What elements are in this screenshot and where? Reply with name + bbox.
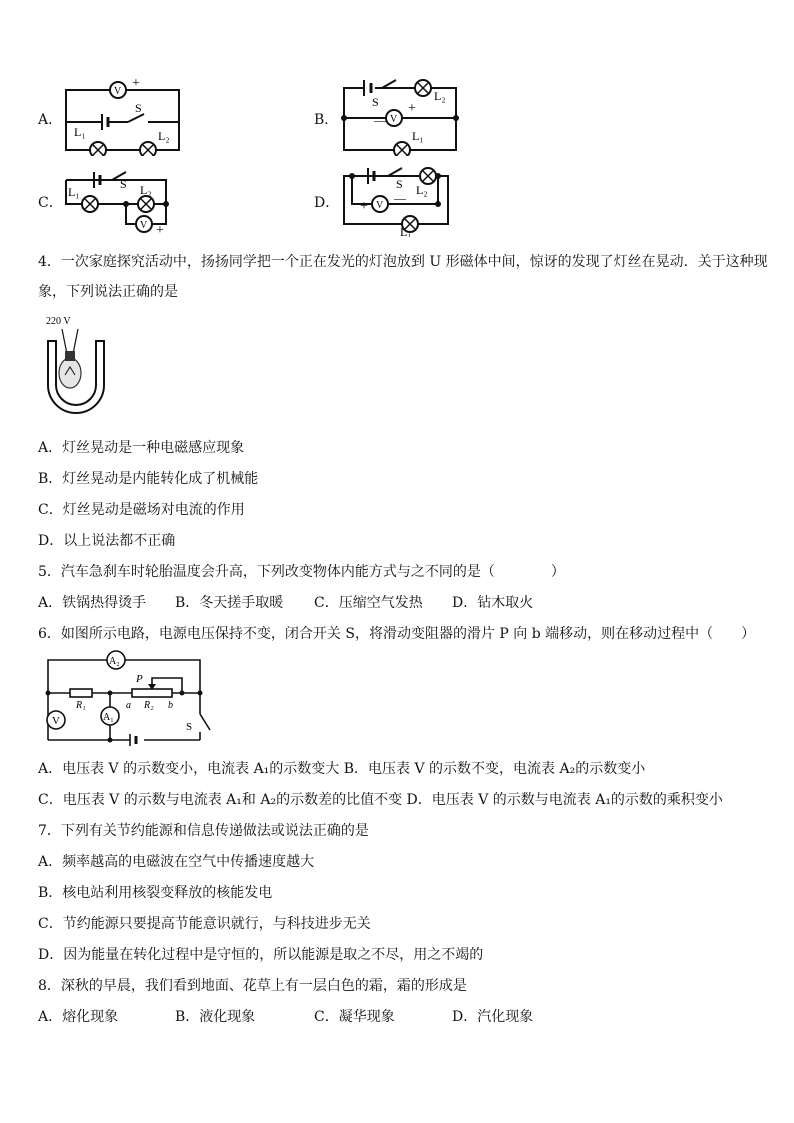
voltmeter-label: V bbox=[390, 114, 398, 125]
q7-option-d: D．因为能量在转化过程中是守恒的，所以能源是取之不尽，用之不竭的 bbox=[38, 947, 484, 963]
minus-sign: — bbox=[374, 113, 386, 127]
q5-option-a: A．铁锅热得烫手 bbox=[38, 595, 147, 611]
q7-option-a: A．频率越高的电磁波在空气中传播速度越大 bbox=[38, 854, 315, 870]
voltmeter-label: V bbox=[114, 86, 122, 97]
q5-stem: 5．汽车急刹车时轮胎温度会升高，下列改变物体内能方式与之不同的是（ ） bbox=[38, 564, 565, 580]
q3-option-c-label: C． bbox=[38, 195, 63, 211]
q5-option-c: C．压缩空气发热 bbox=[314, 595, 423, 611]
switch-label: S bbox=[186, 721, 193, 733]
q6-stem: 6．如图所示电路，电源电压保持不变，闭合开关 S，将滑动变阻器的滑片 P 向 b 端移动，则在移动过程中（ ） bbox=[38, 626, 756, 642]
switch-label: S bbox=[135, 101, 142, 115]
q6-options-line2: C．电压表 V 的示数与电流表 A₁和 A₂的示数差的比值不变 D．电压表 V 的示数与电流表 A₁的示数的乘积变小 bbox=[38, 792, 723, 808]
q7-option-c: C．节约能源只要提高节能意识就行，与科技进步无关 bbox=[38, 916, 371, 932]
lamp-l2-label: L₂ bbox=[434, 89, 446, 103]
lamp-l2-label: L₂ bbox=[416, 183, 428, 197]
q3-option-a-label: A． bbox=[38, 112, 63, 128]
q3-circuit-a bbox=[60, 78, 185, 156]
q8-option-d: D．汽化现象 bbox=[452, 1009, 534, 1025]
q3-option-d-label: D． bbox=[314, 195, 340, 211]
lamp-l1-label: L₁ bbox=[400, 225, 412, 237]
q8-stem: 8．深秋的早晨，我们看到地面、花草上有一层白色的霜，霜的形成是 bbox=[38, 978, 467, 994]
q4-u-magnet-figure bbox=[40, 313, 110, 421]
minus-sign: — bbox=[394, 191, 406, 205]
resistor-r2-label: R₂ bbox=[144, 700, 154, 711]
lamp-l1-label: L₁ bbox=[412, 129, 424, 143]
q4-option-b: B．灯丝晃动是内能转化成了机械能 bbox=[38, 471, 259, 487]
q5-option-d: D．钻木取火 bbox=[452, 595, 534, 611]
resistor-r1-label: R₁ bbox=[76, 700, 86, 711]
q3-circuit-b bbox=[338, 78, 463, 156]
q4-stem-line1: 4．一次家庭探究活动中，扬扬同学把一个正在发光的灯泡放到 U 形磁体中间，惊讶的发现了灯丝在晃动．关于这种现 bbox=[38, 254, 768, 270]
lamp-l2-label: L₂ bbox=[158, 129, 170, 143]
switch-label: S bbox=[120, 177, 127, 191]
q7-option-b: B．核电站利用核裂变释放的核能发电 bbox=[38, 885, 273, 901]
lamp-l2-label: L₂ bbox=[140, 183, 152, 197]
q7-stem: 7．下列有关节约能源和信息传递做法或说法正确的是 bbox=[38, 823, 369, 839]
q6-circuit-figure bbox=[40, 648, 220, 750]
q4-stem-line2: 象，下列说法正确的是 bbox=[38, 284, 178, 300]
q4-option-c: C．灯丝晃动是磁场对电流的作用 bbox=[38, 502, 245, 518]
q6-options-line1: A．电压表 V 的示数变小，电流表 A₁的示数变大 B．电压表 V 的示数不变，电流表 A₂的示数变小 bbox=[38, 761, 646, 777]
switch-label: S bbox=[372, 95, 379, 109]
q4-option-a: A．灯丝晃动是一种电磁感应现象 bbox=[38, 440, 245, 456]
voltage-label: 220 V bbox=[46, 316, 71, 327]
terminal-b-label: b bbox=[168, 700, 173, 711]
terminal-a-label: a bbox=[126, 700, 131, 711]
plus-sign: + bbox=[132, 78, 140, 91]
plus-sign: + bbox=[360, 199, 368, 214]
slider-p-label: P bbox=[136, 673, 143, 685]
q3-circuit-c bbox=[60, 162, 175, 237]
q5-option-b: B．冬天搓手取暖 bbox=[175, 595, 284, 611]
voltmeter-label: V bbox=[376, 200, 384, 211]
plus-sign: + bbox=[408, 101, 416, 116]
q8-option-c: C．凝华现象 bbox=[314, 1009, 395, 1025]
lamp-l1-label: L₁ bbox=[74, 125, 86, 139]
q8-option-a: A．熔化现象 bbox=[38, 1009, 119, 1025]
ammeter-a2-label: A₂ bbox=[109, 656, 120, 667]
lamp-l1-label: L₁ bbox=[68, 185, 80, 199]
q8-option-b: B．液化现象 bbox=[175, 1009, 256, 1025]
voltmeter-label: V bbox=[140, 220, 148, 231]
q4-option-d: D．以上说法都不正确 bbox=[38, 533, 176, 549]
ammeter-a1-label: A₁ bbox=[103, 712, 114, 723]
plus-sign: + bbox=[156, 223, 164, 237]
voltmeter-label: V bbox=[52, 715, 60, 727]
q3-option-b-label: B． bbox=[314, 112, 339, 128]
q3-circuit-d bbox=[338, 162, 458, 237]
switch-label: S bbox=[396, 177, 403, 191]
